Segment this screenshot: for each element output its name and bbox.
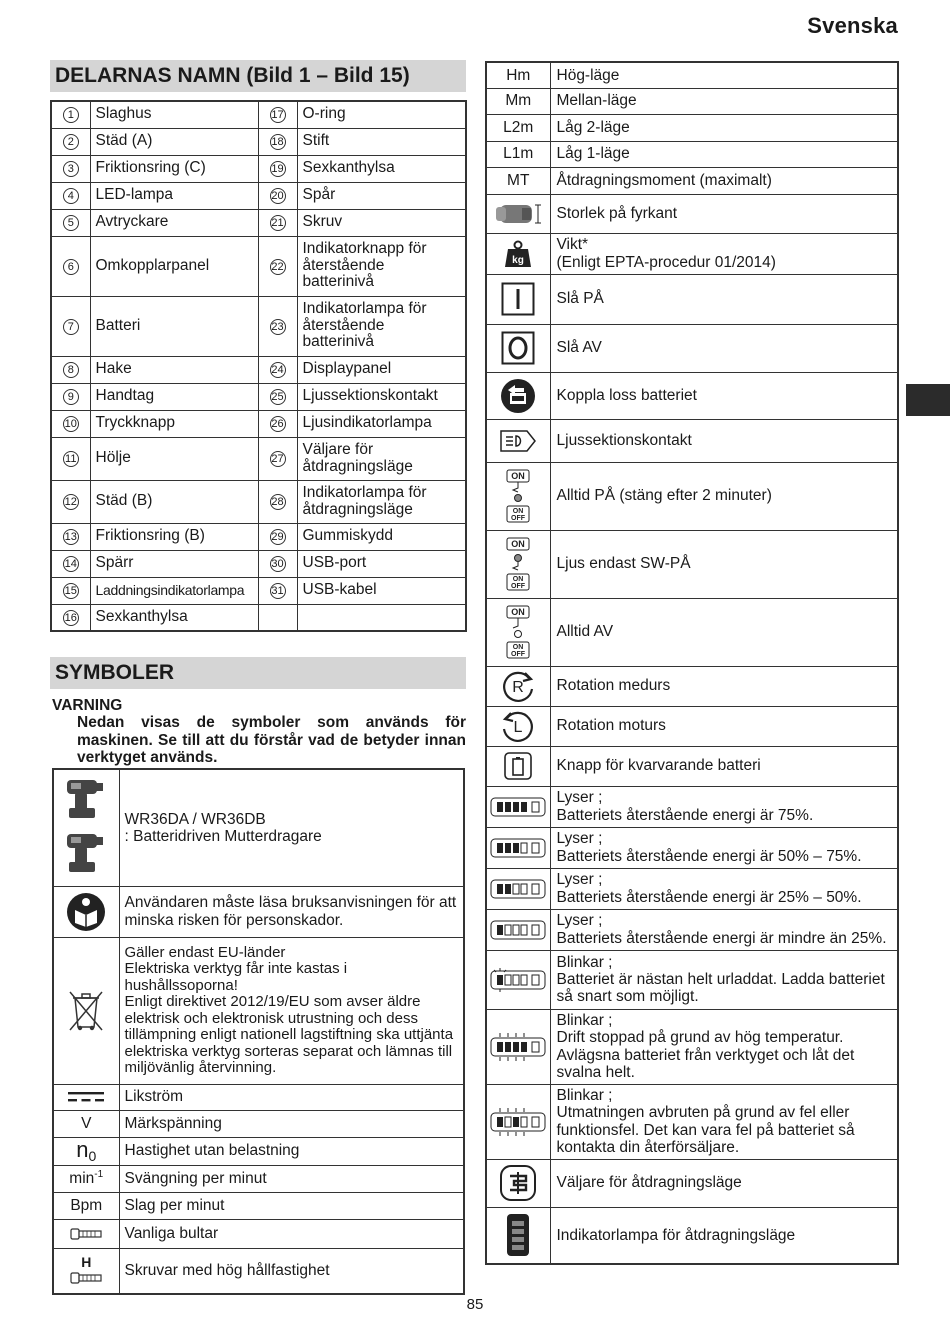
- part-label: Spår: [297, 182, 466, 209]
- part-number-cell: [258, 155, 297, 182]
- battery-blink-1-icon: [486, 950, 550, 1009]
- part-number-cell: [258, 356, 297, 383]
- page-number: 85: [466, 1296, 484, 1313]
- switch-off-icon: [486, 324, 550, 372]
- symbol-text: Alltid PÅ (stäng efter 2 minuter): [550, 462, 898, 530]
- part-number: 11: [63, 451, 79, 467]
- part-label: LED-lampa: [90, 182, 258, 209]
- part-number-cell: [51, 523, 90, 550]
- part-number-cell: [51, 410, 90, 437]
- rotate-right-icon: [486, 666, 550, 706]
- symbol-text: Blinkar ; Drift stoppad på grund av hög temperatur. Avlägsna batteriet från verktyget och låt det svalna helt.: [550, 1009, 898, 1084]
- part-label: Displaypanel: [297, 356, 466, 383]
- symbol-text: Rotation medurs: [550, 666, 898, 706]
- part-number-cell: [51, 236, 90, 296]
- part-number: 6: [63, 259, 79, 275]
- symbol-text: Hastighet utan belastning: [119, 1137, 464, 1165]
- voltage-symbol: V: [53, 1110, 119, 1137]
- part-number: 7: [63, 319, 79, 335]
- part-number: 28: [271, 496, 284, 508]
- light-mode-always-off-icon: [486, 598, 550, 666]
- part-number-cell: [258, 437, 297, 480]
- part-number: 1: [63, 107, 79, 123]
- battery-blink-all-icon: [486, 1009, 550, 1084]
- warning-block: [52, 697, 466, 766]
- light-switch-icon: [486, 419, 550, 462]
- symbol-text: Låg 2-läge: [550, 114, 898, 141]
- part-number: 13: [64, 531, 77, 543]
- part-number: 30: [271, 558, 284, 570]
- square-drive-icon: [486, 194, 550, 233]
- part-number: 5: [63, 215, 79, 231]
- parts-row: [51, 182, 466, 209]
- part-number-cell: [51, 480, 90, 523]
- part-number: 24: [271, 364, 284, 376]
- part-number-cell: [258, 410, 297, 437]
- mode-symbol: L1m: [486, 141, 550, 167]
- svg-text:ON: ON: [511, 607, 525, 617]
- high-tension-letter: H: [81, 1254, 92, 1271]
- max-torque-symbol: MT: [486, 167, 550, 194]
- symbol-text: Alltid AV: [550, 598, 898, 666]
- weee-bin-icon: [53, 937, 119, 1084]
- symbol-text: Blinkar ; Utmatningen avbruten på grund av fel eller funktionsfel. Det kan vara fel på batteriet så kontakta din återförsäljare.: [550, 1084, 898, 1159]
- symbol-text: Åtdragningsmoment (maximalt): [550, 167, 898, 194]
- parts-row: [51, 604, 466, 631]
- parts-row: [51, 236, 466, 296]
- part-number: 14: [64, 558, 77, 570]
- symbol-text: Mellan-läge: [550, 88, 898, 114]
- part-number-cell: [258, 604, 297, 631]
- part-number-cell: [51, 550, 90, 577]
- part-label: Slaghus: [90, 101, 258, 128]
- part-number-cell: [258, 523, 297, 550]
- switch-on-icon: [486, 274, 550, 324]
- symbol-text: Lyser ; Batteriets återstående energi är 75%.: [550, 786, 898, 827]
- symbol-text: Användaren måste läsa bruksanvisningen för att minska risken för personskador.: [119, 886, 464, 937]
- part-number: 9: [63, 389, 79, 405]
- part-number: 26: [271, 418, 284, 430]
- part-label: Indikatorlampa för återstående batterinivå: [297, 296, 466, 356]
- part-number: 8: [63, 362, 79, 378]
- part-label: Handtag: [90, 383, 258, 410]
- parts-row: [51, 523, 466, 550]
- light-mode-sw-on-icon: [486, 530, 550, 598]
- part-number: 17: [271, 109, 284, 122]
- symbol-text: Lyser ; Batteriets återstående energi är 25% – 50%.: [550, 868, 898, 909]
- mode-symbol: Mm: [486, 88, 550, 114]
- part-label: Väljare för åtdragningsläge: [297, 437, 466, 480]
- part-number: 31: [271, 585, 284, 597]
- parts-table: [50, 100, 467, 632]
- symbol-text: Svängning per minut: [119, 1165, 464, 1192]
- warning-text: Nedan visas de symboler som används för maskinen. Se till att du förstår vad de betyder innan verktyget används.: [77, 714, 466, 767]
- part-number: 20: [271, 190, 284, 202]
- part-number: 10: [64, 418, 77, 430]
- part-number-cell: [51, 155, 90, 182]
- parts-row: [51, 155, 466, 182]
- part-label: Ljusindikatorlampa: [297, 410, 466, 437]
- symbol-text: Slag per minut: [119, 1192, 464, 1219]
- svg-text:ON: ON: [511, 539, 525, 549]
- part-label: USB-kabel: [297, 577, 466, 604]
- battery-button-icon: [486, 746, 550, 786]
- symbol-text: Låg 1-läge: [550, 141, 898, 167]
- svg-text:OFF: OFF: [511, 651, 526, 658]
- impact-wrench-icon: [53, 769, 119, 886]
- part-label: Indikatorknapp för återstående batterinivå: [297, 236, 466, 296]
- tightening-mode-selector-icon: [486, 1159, 550, 1207]
- high-tension-bolt-icon: [53, 1248, 119, 1294]
- symbol-text: WR36DA / WR36DB : Batteridriven Mutterdragare: [119, 769, 464, 886]
- battery-level-1-icon: [486, 909, 550, 950]
- mode-symbol: L2m: [486, 114, 550, 141]
- symbol-text: Skruvar med hög hållfastighet: [119, 1248, 464, 1294]
- symbol-text: Ljussektionskontakt: [550, 419, 898, 462]
- part-number-cell: [51, 101, 90, 128]
- part-number-cell: [51, 383, 90, 410]
- part-number: 4: [63, 188, 79, 204]
- light-label-on: ON: [511, 471, 525, 481]
- part-number-cell: [258, 296, 297, 356]
- tightening-mode-lamp-icon: [486, 1207, 550, 1264]
- weight-icon: [486, 233, 550, 274]
- part-number-cell: [51, 577, 90, 604]
- battery-level-2-icon: [486, 868, 550, 909]
- part-number: 25: [271, 391, 284, 403]
- part-label: Avtryckare: [90, 209, 258, 236]
- svg-text:OFF: OFF: [511, 583, 526, 590]
- part-number-cell: [258, 182, 297, 209]
- parts-heading: DELARNAS NAMN (Bild 1 – Bild 15): [50, 60, 466, 92]
- part-number-cell: [51, 604, 90, 631]
- parts-row: [51, 356, 466, 383]
- rotate-left-letter: L: [513, 719, 523, 736]
- rotate-left-icon: [486, 706, 550, 746]
- language-label: Svenska: [807, 13, 898, 38]
- parts-row: [51, 383, 466, 410]
- svg-text:ON: ON: [513, 508, 524, 515]
- symbol-text: Vikt* (Enligt EPTA-procedur 01/2014): [550, 233, 898, 274]
- parts-row: [51, 209, 466, 236]
- part-label: O-ring: [297, 101, 466, 128]
- symbol-text: Lyser ; Batteriets återstående energi är mindre än 25%.: [550, 909, 898, 950]
- part-number: 3: [63, 161, 79, 177]
- part-number: 16: [64, 611, 77, 624]
- bpm-symbol: Bpm: [53, 1192, 119, 1219]
- part-number: 29: [271, 531, 284, 543]
- part-label: Hölje: [90, 437, 258, 480]
- symbol-text: Märkspänning: [119, 1110, 464, 1137]
- symbol-text: Hög-läge: [550, 62, 898, 88]
- part-number-cell: [51, 128, 90, 155]
- per-minute-symbol: $\min^{-1}$: [53, 1165, 119, 1192]
- symbols-table-left: [52, 768, 465, 1295]
- part-label: Städ (A): [90, 128, 258, 155]
- symbol-text: Lyser ; Batteriets återstående energi är 50% – 75%.: [550, 827, 898, 868]
- part-number-cell: [258, 480, 297, 523]
- battery-level-3-icon: [486, 827, 550, 868]
- parts-row: [51, 296, 466, 356]
- mode-symbol: Hm: [486, 62, 550, 88]
- part-label: Indikatorlampa för åtdragningsläge: [297, 480, 466, 523]
- part-label: Friktionsring (C): [90, 155, 258, 182]
- part-label: Tryckknapp: [90, 410, 258, 437]
- parts-row: [51, 550, 466, 577]
- part-label: Friktionsring (B): [90, 523, 258, 550]
- parts-row: [51, 577, 466, 604]
- symbol-text: Rotation moturs: [550, 706, 898, 746]
- part-label: Gummiskydd: [297, 523, 466, 550]
- symbol-text: Väljare för åtdragningsläge: [550, 1159, 898, 1207]
- part-number: 19: [271, 163, 284, 175]
- part-label: Laddningsindikatorlampa: [90, 577, 258, 604]
- parts-row: [51, 410, 466, 437]
- parts-row: [51, 101, 466, 128]
- part-number: 15: [64, 585, 77, 597]
- weight-unit: kg: [512, 254, 525, 266]
- svg-text:ON: ON: [513, 576, 524, 583]
- part-label: Städ (B): [90, 480, 258, 523]
- part-number-cell: [258, 550, 297, 577]
- direct-current-icon: [53, 1084, 119, 1110]
- part-label: Batteri: [90, 296, 258, 356]
- no-load-speed-symbol: n0: [53, 1137, 119, 1165]
- symbol-text: Koppla loss batteriet: [550, 372, 898, 419]
- part-label: Sexkanthylsa: [90, 604, 258, 631]
- part-number-cell: [51, 356, 90, 383]
- part-label: Stift: [297, 128, 466, 155]
- symbol-text: Blinkar ; Batteriet är nästan helt urladdat. Ladda batteriet så snart som möjligt.: [550, 950, 898, 1009]
- language-thumb-tab: [906, 384, 950, 416]
- part-label: [297, 604, 466, 631]
- part-number-cell: [51, 182, 90, 209]
- symbol-text: Vanliga bultar: [119, 1219, 464, 1248]
- part-number: 12: [64, 496, 77, 508]
- symbol-text: Indikatorlampa för åtdragningsläge: [550, 1207, 898, 1264]
- part-label: Skruv: [297, 209, 466, 236]
- parts-row: [51, 128, 466, 155]
- parts-row: [51, 437, 466, 480]
- symbol-text: Knapp för kvarvarande batteri: [550, 746, 898, 786]
- symbol-text: Slå AV: [550, 324, 898, 372]
- svg-text:ON: ON: [513, 644, 524, 651]
- part-number: 23: [271, 320, 284, 333]
- symbols-table-right: [485, 61, 899, 1265]
- bolt-icon: [53, 1219, 119, 1248]
- light-mode-always-on-icon: [486, 462, 550, 530]
- battery-level-4-icon: [486, 786, 550, 827]
- part-number-cell: [258, 128, 297, 155]
- part-number-cell: [258, 101, 297, 128]
- part-label: USB-port: [297, 550, 466, 577]
- symbol-text: Ljus endast SW-PÅ: [550, 530, 898, 598]
- part-label: Ljussektionskontakt: [297, 383, 466, 410]
- part-label: Spärr: [90, 550, 258, 577]
- symbol-text: Gäller endast EU-länder Elektriska verktyg får inte kastas i hushållssoporna! Enligt direktivet 2012/19/EU som avser äldre elektrisk och elektronisk utrustning och dess tillämpning enligt nationell lagstiftning ska uttjänta elektriska verktyg sorteras separat och lämnas till miljövänlig återvinning.: [119, 937, 464, 1084]
- part-number: 21: [271, 217, 284, 229]
- battery-blink-alt-icon: [486, 1084, 550, 1159]
- part-number-cell: [51, 437, 90, 480]
- part-number-cell: [51, 209, 90, 236]
- part-label: Sexkanthylsa: [297, 155, 466, 182]
- part-number: 27: [271, 453, 284, 465]
- symbol-text: Storlek på fyrkant: [550, 194, 898, 233]
- read-manual-icon: [53, 886, 119, 937]
- part-label: Hake: [90, 356, 258, 383]
- svg-text:OFF: OFF: [511, 515, 526, 522]
- part-number-cell: [51, 296, 90, 356]
- part-number-cell: [258, 383, 297, 410]
- rotate-right-letter: R: [512, 679, 525, 696]
- symbols-heading: SYMBOLER: [50, 657, 466, 689]
- symbol-text: Slå PÅ: [550, 274, 898, 324]
- part-number-cell: [258, 577, 297, 604]
- part-label: Omkopplarpanel: [90, 236, 258, 296]
- part-number: 18: [271, 136, 284, 148]
- part-number: 2: [63, 134, 79, 150]
- part-number: 22: [271, 260, 284, 273]
- part-number-cell: [258, 209, 297, 236]
- symbol-text: Likström: [119, 1084, 464, 1110]
- disconnect-battery-icon: [486, 372, 550, 419]
- parts-row: [51, 480, 466, 523]
- warning-label: VARNING: [52, 697, 123, 714]
- part-number-cell: [258, 236, 297, 296]
